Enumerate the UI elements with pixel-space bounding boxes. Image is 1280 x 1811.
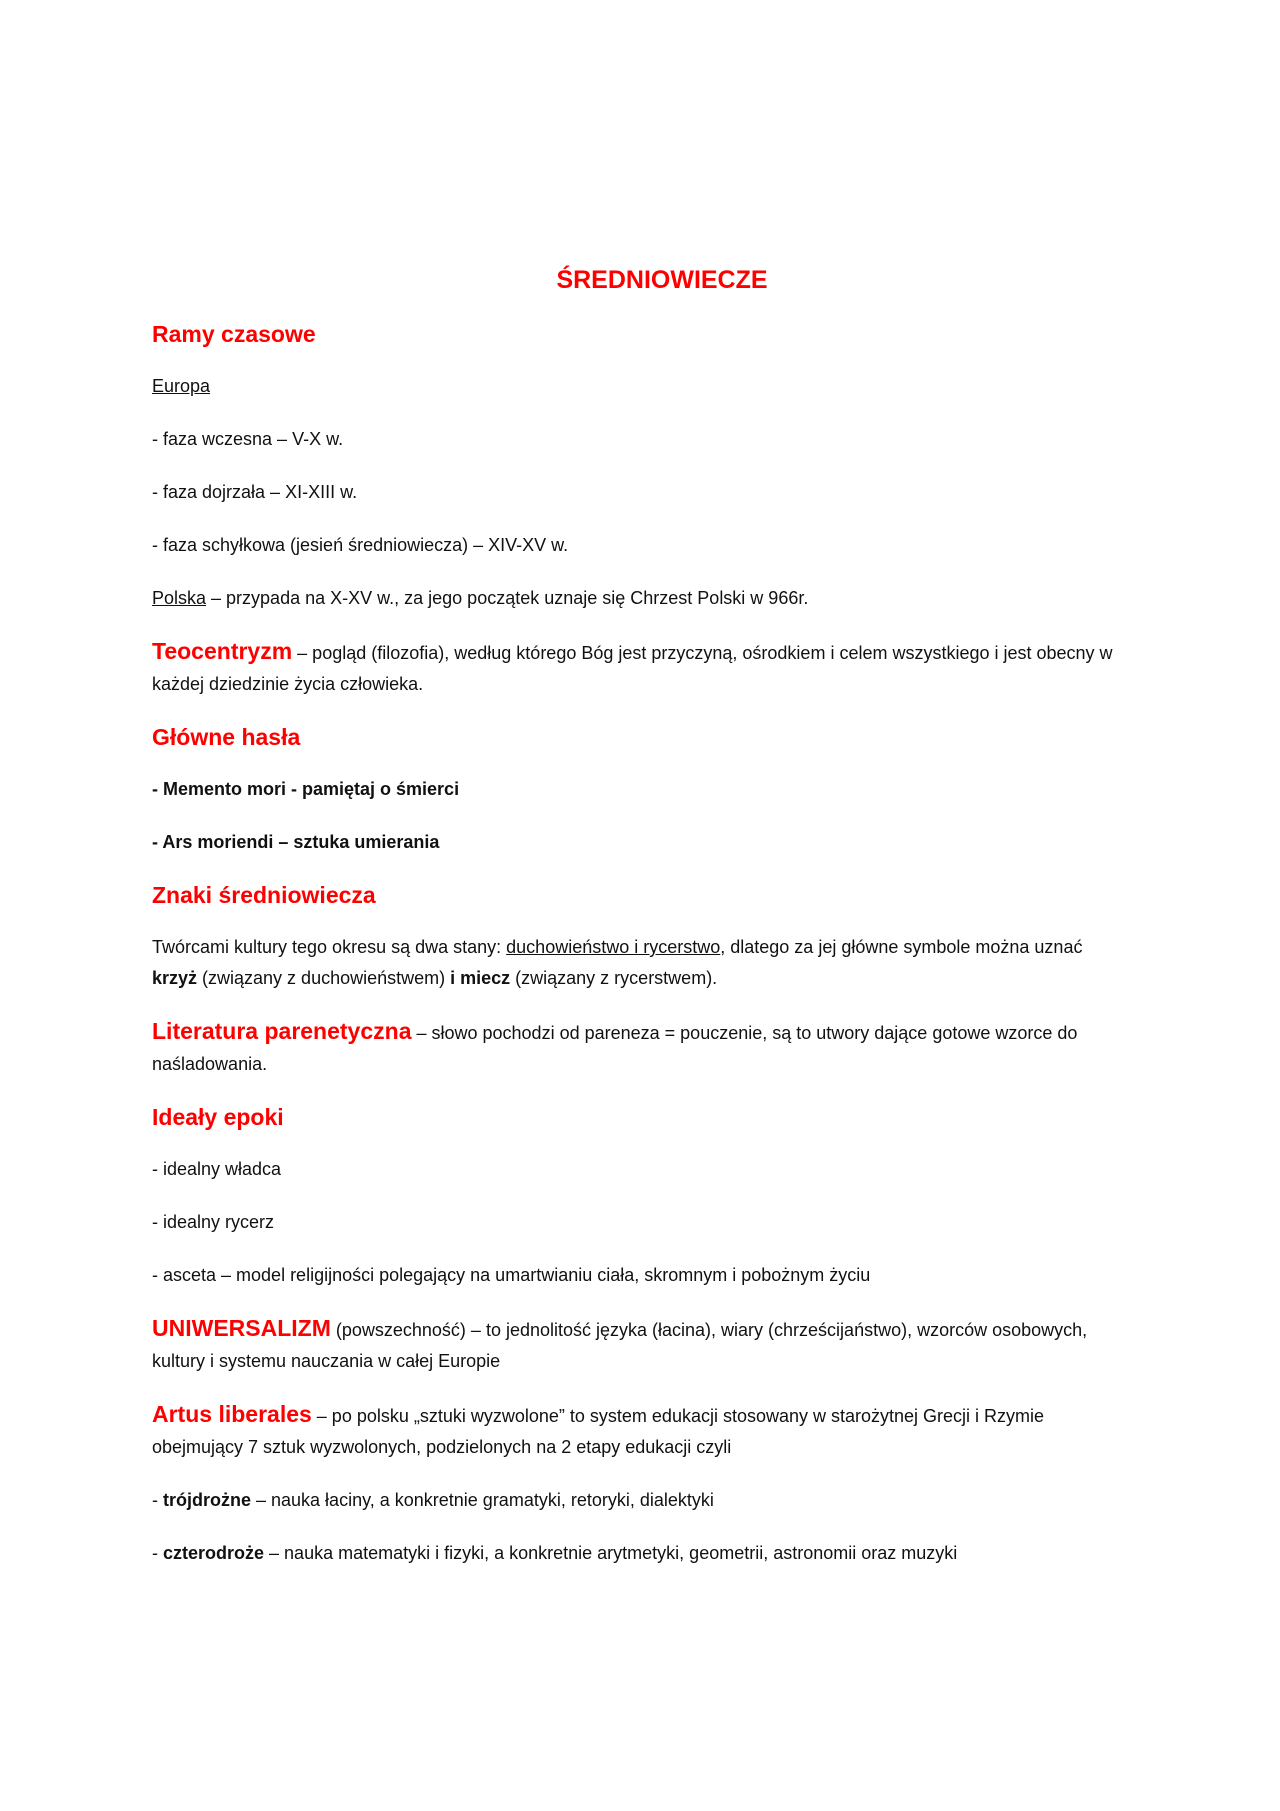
ideal-asceta: - asceta – model religijności polegający na umartwianiu ciała, skromnym i pobożnym życiu bbox=[152, 1265, 871, 1285]
znaki-paragraph bbox=[152, 932, 1132, 994]
section-heading-ramy: Ramy czasowe bbox=[152, 321, 316, 347]
artus-term: Artus liberales bbox=[152, 1401, 312, 1427]
polska-text: – przypada na X-XV w., za jego początek uznaje się Chrzest Polski w 966r. bbox=[206, 588, 809, 608]
trivium-dash: - bbox=[152, 1490, 163, 1510]
haslo-ars-moriendi bbox=[152, 827, 1132, 858]
haslo-memento-mori-text: - Memento mori - pamiętaj o śmierci bbox=[152, 779, 460, 799]
ideal-wladca: - idealny władca bbox=[152, 1159, 282, 1179]
polska-label: Polska bbox=[152, 588, 207, 608]
quadrivium-text: – nauka matematyki i fizyki, a konkretnie arytmetyki, geometrii, astronomii oraz muzyki bbox=[264, 1543, 958, 1563]
trivium-item bbox=[152, 1485, 1132, 1516]
quadrivium-term: czterodroże bbox=[163, 1543, 265, 1563]
znaki-text-2: , dlatego za jej główne symbole można uznać bbox=[720, 937, 1083, 957]
teocentryzm-paragraph bbox=[152, 636, 1132, 700]
haslo-memento-mori bbox=[152, 774, 1132, 805]
znaki-text-3: (związany z duchowieństwem) bbox=[197, 968, 451, 988]
document-content bbox=[152, 266, 1132, 1591]
literatura-text: – słowo pochodzi od pareneza = pouczenie, są to utwory dające gotowe wzorce do naśladowania. bbox=[152, 1023, 1078, 1074]
znaki-miecz: i miecz bbox=[450, 968, 511, 988]
znaki-stany: duchowieństwo i rycerstwo bbox=[506, 937, 721, 957]
faza-schylkowa: - faza schyłkowa (jesień średniowiecza) – XIV-XV w. bbox=[152, 535, 569, 555]
quadrivium-dash: - bbox=[152, 1543, 163, 1563]
europa-label-text: Europa bbox=[152, 376, 211, 396]
artus-text: – po polsku „sztuki wyzwolone” to system edukacji stosowany w starożytnej Grecji i Rzymie obejmujący 7 sztuk wyzwolonych, podzielonych na 2 etapy edukacji czyli bbox=[152, 1406, 1045, 1457]
teocentryzm-term: Teocentryzm bbox=[152, 638, 293, 664]
section-heading-idealy: Ideały epoki bbox=[152, 1104, 284, 1130]
uniwersalizm-paragraph bbox=[152, 1313, 1132, 1377]
haslo-ars-moriendi-text: - Ars moriendi – sztuka umierania bbox=[152, 832, 440, 852]
uniwersalizm-text: (powszechność) – to jednolitość języka (łacina), wiary (chrześcijaństwo), wzorców osobowych, kultury i systemu nauczania w całej Europie bbox=[152, 1320, 1088, 1371]
quadrivium-item bbox=[152, 1538, 1132, 1569]
literatura-paragraph bbox=[152, 1016, 1132, 1080]
polska-paragraph bbox=[152, 583, 1132, 614]
artus-paragraph bbox=[152, 1399, 1132, 1463]
trivium-term: trójdrożne bbox=[163, 1490, 251, 1510]
trivium-text: – nauka łaciny, a konkretnie gramatyki, retoryki, dialektyki bbox=[251, 1490, 714, 1510]
znaki-text-1: Twórcami kultury tego okresu są dwa stany: bbox=[152, 937, 507, 957]
ideal-rycerz: - idealny rycerz bbox=[152, 1212, 275, 1232]
uniwersalizm-term: UNIWERSALIZM bbox=[152, 1315, 331, 1341]
section-heading-znaki: Znaki średniowiecza bbox=[152, 882, 376, 908]
page-title: ŚREDNIOWIECZE bbox=[556, 266, 768, 294]
section-heading-hasla: Główne hasła bbox=[152, 724, 301, 750]
faza-wczesna: - faza wczesna – V-X w. bbox=[152, 429, 344, 449]
europa-label bbox=[152, 371, 1132, 402]
faza-dojrzala: - faza dojrzała – XI-XIII w. bbox=[152, 482, 358, 502]
znaki-krzyz: krzyż bbox=[152, 968, 198, 988]
teocentryzm-text: – pogląd (filozofia), według którego Bóg jest przyczyną, ośrodkiem i celem wszystkiego i jest obecny w każdej dziedzinie życia człowieka. bbox=[152, 643, 1113, 694]
znaki-text-4: (związany z rycerstwem). bbox=[510, 968, 718, 988]
literatura-term: Literatura parenetyczna bbox=[152, 1018, 412, 1044]
